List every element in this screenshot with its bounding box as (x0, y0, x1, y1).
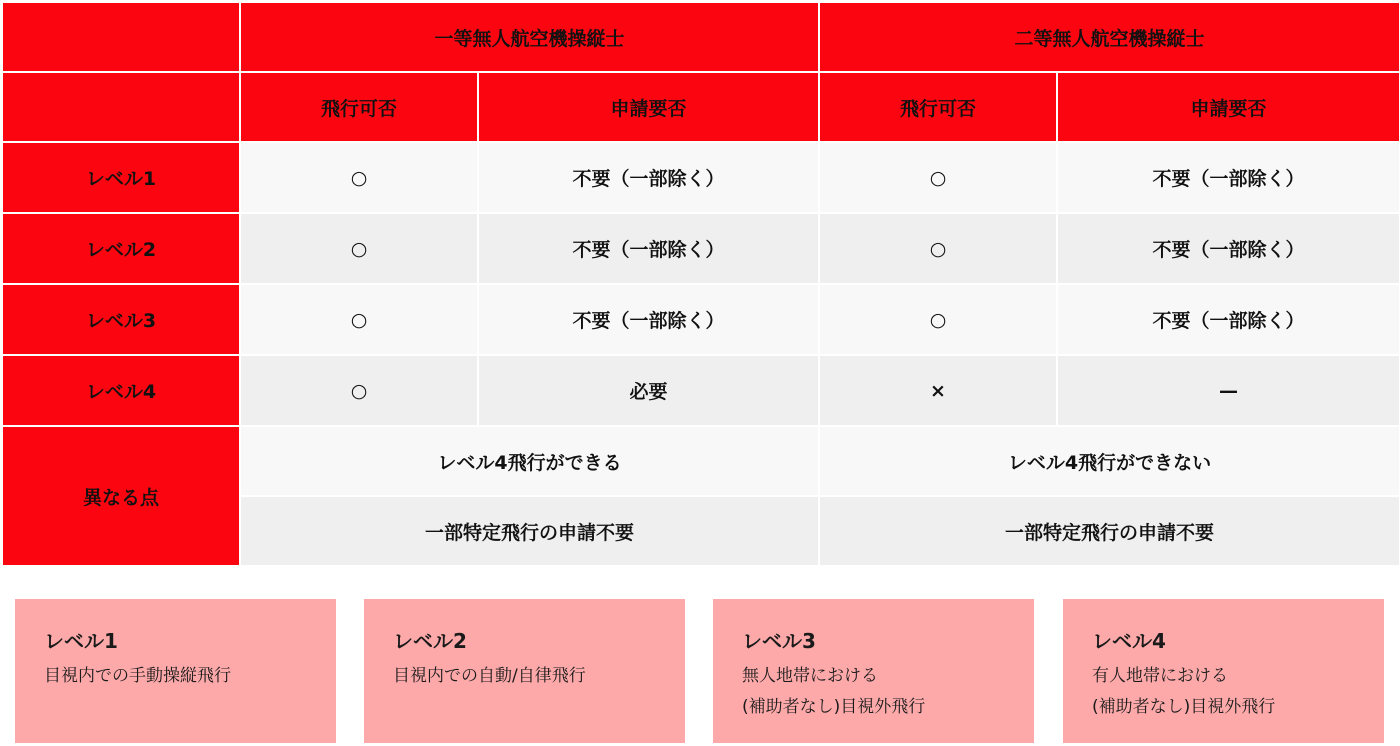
table-row (2, 355, 1400, 426)
level-card (364, 599, 685, 743)
row-label: レベル2 (2, 213, 240, 284)
g2-apply-cell: 不要（一部除く） (1057, 213, 1400, 284)
level-card (1063, 599, 1384, 743)
g2-apply-cell: 不要（一部除く） (1057, 284, 1400, 355)
g1-apply-cell: 不要（一部除く） (478, 213, 819, 284)
g2-apply-cell: — (1057, 355, 1400, 426)
level-cards (15, 599, 1385, 743)
table-row (2, 213, 1400, 284)
header-g2-apply: 申請要否 (1057, 72, 1400, 142)
comparison-table (1, 1, 1400, 567)
level-card-desc: 目視内での手動操縦飛行 (44, 666, 231, 686)
header-row-groups (2, 2, 1400, 72)
level-card-title: レベル4 (1092, 629, 1166, 653)
level-card-desc-2: (補助者なし)目視外飛行 (1092, 697, 1276, 717)
row-label: レベル4 (2, 355, 240, 426)
g1-flight-cell: ○ (240, 355, 478, 426)
level-card-desc: 無人地帯における (742, 666, 878, 686)
header-corner (2, 2, 240, 72)
table-row (2, 284, 1400, 355)
level-card-desc: 目視内での自動/自律飛行 (393, 666, 586, 686)
g1-flight-cell: ○ (240, 142, 478, 213)
g1-flight-cell: ○ (240, 284, 478, 355)
g2-flight-cell: ○ (819, 213, 1057, 284)
row-label: レベル1 (2, 142, 240, 213)
g2-apply-cell: 不要（一部除く） (1057, 142, 1400, 213)
level-card-desc-2: (補助者なし)目視外飛行 (742, 697, 926, 717)
diff-row-1 (2, 426, 1400, 496)
level-card-desc: 有人地帯における (1092, 666, 1228, 686)
row-label: レベル3 (2, 284, 240, 355)
diff-g1-cell: レベル4飛行ができる (240, 426, 819, 496)
header-group2: 二等無人航空機操縦士 (819, 2, 1400, 72)
header-corner-2 (2, 72, 240, 142)
g1-apply-cell: 不要（一部除く） (478, 142, 819, 213)
level-card (15, 599, 336, 743)
header-row-columns (2, 72, 1400, 142)
header-g2-flight: 飛行可否 (819, 72, 1057, 142)
diff-g2-cell: レベル4飛行ができない (819, 426, 1400, 496)
g2-flight-cell: ○ (819, 142, 1057, 213)
diff-g2-cell: 一部特定飛行の申請不要 (819, 496, 1400, 566)
g1-apply-cell: 必要 (478, 355, 819, 426)
table-row (2, 142, 1400, 213)
g1-apply-cell: 不要（一部除く） (478, 284, 819, 355)
header-group1: 一等無人航空機操縦士 (240, 2, 819, 72)
header-g1-apply: 申請要否 (478, 72, 819, 142)
g2-flight-cell: ○ (819, 284, 1057, 355)
g2-flight-cell: × (819, 355, 1057, 426)
level-card-title: レベル3 (742, 629, 816, 653)
header-g1-flight: 飛行可否 (240, 72, 478, 142)
level-card-title: レベル2 (393, 629, 467, 653)
level-card (713, 599, 1034, 743)
diff-label: 異なる点 (2, 426, 240, 566)
level-card-title: レベル1 (44, 629, 118, 653)
diff-g1-cell: 一部特定飛行の申請不要 (240, 496, 819, 566)
g1-flight-cell: ○ (240, 213, 478, 284)
